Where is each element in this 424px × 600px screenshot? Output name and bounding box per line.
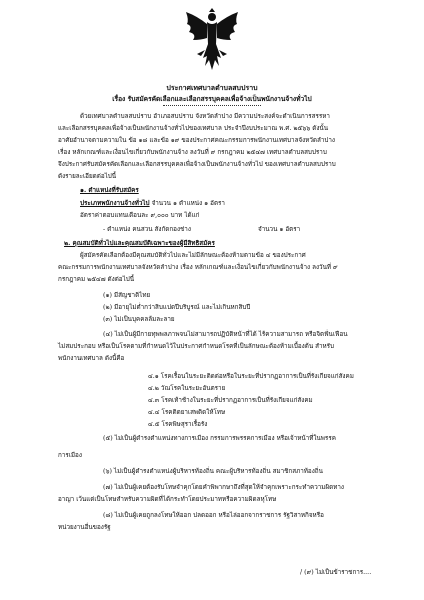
- section2-intro-line: ผู้สมัครคัดเลือกต้องมีคุณสมบัติทั่วไปและไม่มีลักษณะต้องห้ามตามข้อ ๔ ของประกาศ: [80, 252, 306, 259]
- intro-line: จึงประกาศรับสมัครคัดเลือกและเลือกสรรบุคคลเพื่อจ้างเป็นพนักงานจ้างทั่วไป ของเทศบาลตำบลสบปราบ: [58, 161, 336, 168]
- qualification-item: (๕) ไม่เป็นผู้ดำรงตำแหน่งทางการเมือง กรรมการพรรคการเมือง หรือเจ้าหน้าที่ในพรรค: [103, 435, 336, 442]
- position-count: จำนวน ๑ อัตรา: [258, 226, 301, 233]
- position-type-line: [80, 200, 225, 208]
- intro-line: ด้วยเทศบาลตำบลสบปราบ อำเภอสบปราบ จังหวัดลำปาง มีความประสงค์จะดำเนินการสรรหา: [80, 113, 330, 120]
- qualification-item: (๘) ไม่เป็นผู้เคยถูกลงโทษให้ออก ปลดออก หรือไล่ออกจากราชการ รัฐวิสาหกิจหรือ: [103, 512, 324, 519]
- disease-item: ๔.๕ โรคพิษสุราเรื้อรัง: [148, 421, 208, 428]
- disease-item: ๔.๓ โรคเท้าช้างในระยะที่ปรากฏอาการเป็นที่รังเกียจแก่สังคม: [148, 397, 313, 404]
- disease-item: ๔.๒ วัณโรคในระยะอันตราย: [148, 385, 226, 392]
- intro-line: ดังรายละเอียดต่อไปนี้: [58, 173, 117, 180]
- qualification-item: พนักงานเทศบาล ดังนี้คือ: [58, 355, 125, 362]
- qualification-item: อาญา เว้นแต่เป็นโทษสำหรับความผิดที่ได้กระทำโดยประมาทหรือความผิดลหุโทษ: [58, 496, 277, 503]
- qualification-item: ไม่สมประกอบ หรือเป็นโรคตามที่กำหนดไว้ในประกาศกำหนดโรคที่เป็นลักษณะต้องห้ามเบื้องต้น สำหรับ: [58, 343, 335, 350]
- continuation-marker: / (๙) ไม่เป็นข้าราชการ....: [300, 569, 372, 576]
- qualification-item: (๖) ไม่เป็นผู้ดำรงตำแหน่งผู้บริหารท้องถิ่น คณะผู้บริหารท้องถิ่น สมาชิกสภาท้องถิ่น: [103, 468, 323, 475]
- disease-item: ๔.๑ โรคเรื้อนในระยะติดต่อหรือในระยะที่ปรากฏอาการเป็นที่รังเกียจแก่สังคม: [148, 373, 354, 380]
- section2-heading: ๒. คุณสมบัติทั่วไปและคุณสมบัติเฉพาะของผู้มีสิทธิสมัคร: [64, 240, 215, 247]
- section2-intro-line: กรกฎาคม ๒๕๔๗ ดังต่อไปนี้: [58, 276, 135, 283]
- disease-item: ๔.๔ โรคติดยาเสพติดให้โทษ: [148, 409, 226, 416]
- position-line: - ตำแหน่ง คนสวน สังกัดกองช่าง: [103, 226, 191, 233]
- intro-line: และเลือกสรรบุคคลเพื่อจ้างเป็นพนักงานจ้างทั่วไปของเทศบาล ประจำปีงบประมาณ พ.ศ. ๒๕๖๖ ดังนั้น: [58, 125, 329, 132]
- section2-intro-line: คณะกรรมการพนักงานเทศบาลจังหวัดลำปาง เรื่อง หลักเกณฑ์และเงื่อนไขเกี่ยวกับพนักงานจ้าง ลงวันที่ ๙: [58, 264, 338, 271]
- document-subject: เรื่อง รับสมัครคัดเลือกและเลือกสรรบุคคลเพื่อจ้างเป็นพนักงานจ้างทั่วไป: [112, 95, 312, 103]
- garuda-emblem-icon: [183, 8, 241, 74]
- intro-line: อาศัยอำนาจตามความใน ข้อ ๑๘ และข้อ ๑๙ ของประกาศคณะกรรมการพนักงานเทศบาลจังหวัดลำปาง: [58, 137, 335, 144]
- qualification-item: (๓) ไม่เป็นบุคคลล้มละลาย: [103, 316, 175, 323]
- title-divider: [163, 105, 261, 106]
- document-title: ประกาศเทศบาลตำบลสบปราบ: [166, 83, 258, 92]
- section1-heading: ๑. ตำแหน่งที่รับสมัคร: [80, 187, 139, 194]
- intro-line: เรื่อง หลักเกณฑ์และเงื่อนไขเกี่ยวกับพนักงานจ้าง ลงวันที่ ๙ กรกฎาคม ๒๕๔๗ เทศบาลตำบลสบปราบ: [58, 149, 327, 156]
- qualification-item: (๑) มีสัญชาติไทย: [103, 292, 151, 299]
- qualification-item: การเมือง: [58, 452, 82, 459]
- position-type-label: ประเภทพนักงานจ้างทั่วไป: [80, 200, 150, 207]
- qualification-item: (๒) มีอายุไม่ต่ำกว่าสิบแปดปีบริบูรณ์ และไม่เกินหกสิบปี: [103, 304, 251, 311]
- position-type-count: จำนวน ๑ ตำแหน่ง ๑ อัตรา: [151, 200, 225, 207]
- qualification-item: หน่วยงานอื่นของรัฐ: [58, 524, 111, 531]
- salary-line: อัตราค่าตอบแทนเดือนละ ๙,๐๐๐ บาท ได้แก่: [80, 212, 200, 219]
- qualification-item: (๗) ไม่เป็นผู้เคยต้องรับโทษจำคุกโดยคำพิพากษาถึงที่สุดให้จำคุกเพราะกระทำความผิดทาง: [103, 484, 344, 491]
- qualification-item: (๔) ไม่เป็นผู้มีกายทุพพลภาพจนไม่สามารถปฏิบัติหน้าที่ได้ ไร้ความสามารถ หรือจิตฟั่นเฟือน: [103, 331, 348, 338]
